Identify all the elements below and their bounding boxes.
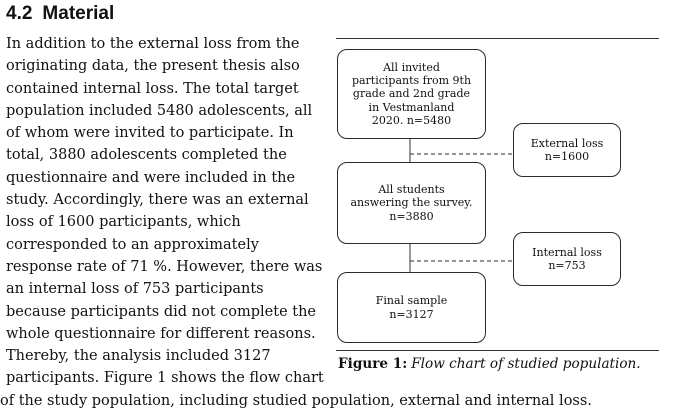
node-internal-loss-label: Internal loss n=753 [532, 245, 602, 272]
figure-caption [338, 355, 641, 373]
body-line: loss of 1600 participants, which [6, 214, 241, 231]
node-final-sample [337, 272, 486, 343]
body-line: In addition to the external loss from the [6, 36, 300, 52]
body-line: whole questionnaire for different reasons. [6, 325, 316, 342]
body-line: of whom were invited to participate. In [6, 125, 294, 142]
body-line: of the study population, including studied population, external and internal loss. [0, 392, 592, 409]
node-external-loss [513, 123, 621, 177]
body-line: population included 5480 adolescents, all [6, 102, 313, 119]
node-external-loss-label: External loss n=1600 [530, 136, 604, 163]
figure-bottom-rule [336, 350, 659, 351]
body-line: because participants did not complete the [6, 303, 317, 320]
body-line: study. Accordingly, there was an external [6, 192, 309, 209]
body-line: Thereby, the analysis included 3127 [6, 348, 271, 365]
body-line: an internal loss of 753 participants [6, 281, 264, 298]
body-line: questionnaire and were included in the [6, 169, 296, 186]
body-line: total, 3880 adolescents completed the [6, 147, 287, 164]
node-all-invited-label: All invited participants from 9th grade and 2nd grade in Vestmanland 2020. n=5480 [351, 60, 472, 127]
node-all-invited [337, 49, 486, 139]
body-line: originating data, the present thesis also [6, 58, 300, 75]
section-title: Material [42, 3, 115, 24]
caption-text: Flow chart of studied population. [411, 356, 641, 372]
body-line: corresponded to an approximately [6, 236, 259, 253]
body-line: response rate of 71 %. However, there was [6, 258, 323, 275]
node-answering-survey [337, 162, 486, 244]
body-line: participants. Figure 1 shows the flow chart [6, 370, 324, 387]
body-line: contained internal loss. The total target [6, 80, 299, 97]
node-internal-loss [513, 232, 621, 286]
node-answering-survey-label: All students answering the survey. n=3880 [350, 183, 473, 223]
caption-label: Figure 1: [338, 356, 408, 372]
node-final-sample-label: Final sample n=3127 [375, 294, 448, 321]
section-number: 4.2 [6, 3, 33, 24]
